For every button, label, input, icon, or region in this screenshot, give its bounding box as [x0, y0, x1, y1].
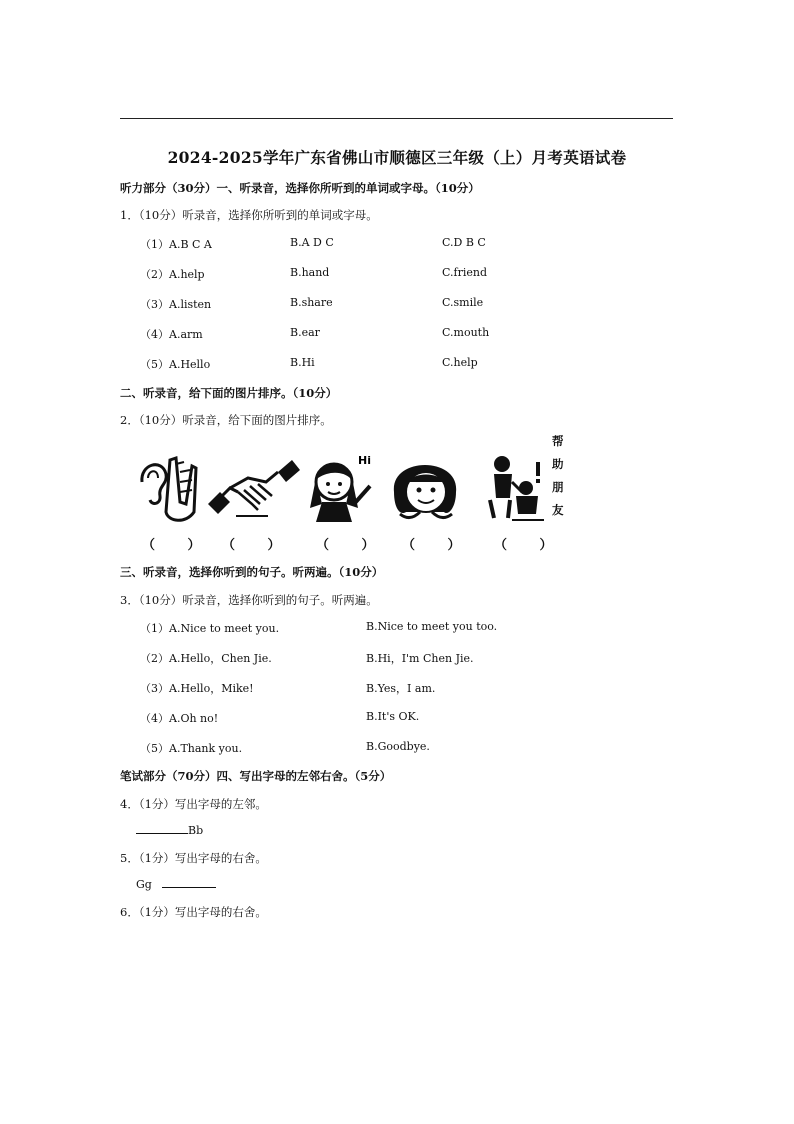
q3-row: [140, 710, 700, 726]
q1-row: [140, 296, 700, 312]
answer-blank[interactable]: [136, 823, 188, 834]
q3-row: [140, 740, 700, 756]
q1-row: [140, 326, 700, 342]
section3-header: 三、听录音，选择你听到的句子。听两遍。（10分）: [120, 565, 384, 579]
q3-option: B.Yes，I am.: [366, 682, 436, 695]
q1-option: B.A D C: [290, 236, 334, 249]
help-friend-vertical-text: [552, 430, 566, 522]
q1-option: C.friend: [442, 266, 488, 279]
q1-option: （5）A.Hello: [140, 358, 211, 371]
ear-hand-picture: [136, 452, 200, 524]
q1-row: [140, 356, 700, 372]
q5-letter: Gg: [136, 878, 152, 891]
q3-option: （4）A.Oh no!: [140, 712, 219, 725]
q2-stem: 2．（10分）听录音，给下面的图片排序。: [120, 413, 332, 427]
q1-option: B.share: [290, 296, 333, 309]
hi-label: Hi: [358, 454, 371, 467]
q6-stem: 6．（1分）写出字母的右舍。: [120, 905, 267, 919]
answer-paren: （ ）: [142, 538, 215, 553]
q4-stem: 4．（1分）写出字母的左邻。: [120, 797, 267, 811]
side-char: 帮: [552, 434, 564, 448]
answer-paren: （ ）: [316, 538, 389, 553]
q5-stem: 5．（1分）写出字母的右舍。: [120, 851, 267, 865]
q5-answer-line: [136, 877, 216, 891]
q1-row: [140, 266, 700, 282]
q1-option: B.hand: [290, 266, 330, 279]
side-char: 助: [552, 457, 564, 471]
q3-option: B.Goodbye.: [366, 740, 430, 753]
answer-paren: （ ）: [494, 538, 567, 553]
q4-letter: Bb: [188, 824, 204, 837]
q1-option: B.Hi: [290, 356, 315, 369]
girl-face-picture: [386, 452, 466, 526]
helping-friend-picture: [486, 452, 548, 524]
q1-option: B.ear: [290, 326, 320, 339]
answer-blank[interactable]: [162, 877, 216, 888]
section4-header: 笔试部分（70分）四、写出字母的左邻右舍。（5分）: [120, 769, 392, 783]
section2-header: 二、听录音，给下面的图片排序。（10分）: [120, 386, 338, 400]
q3-row: [140, 650, 700, 666]
q1-row: [140, 236, 700, 252]
q3-option: （1）A.Nice to meet you.: [140, 622, 280, 635]
q3-option: （3）A.Hello，Mike!: [140, 682, 254, 695]
side-char: 友: [552, 503, 564, 517]
q1-option: C.help: [442, 356, 478, 369]
q3-option: （5）A.Thank you.: [140, 742, 243, 755]
q1-option: C.smile: [442, 296, 484, 309]
q1-option: （3）A.listen: [140, 298, 212, 311]
q3-stem: 3．（10分）听录音，选择你听到的句子。听两遍。: [120, 593, 378, 607]
header-rule: [120, 118, 673, 119]
q4-answer-line: [136, 823, 203, 837]
q3-option: B.Hi，I'm Chen Jie.: [366, 652, 474, 665]
q3-row: [140, 620, 700, 636]
q1-option: （4）A.arm: [140, 328, 203, 341]
section1-header: 听力部分（30分）一、听录音，选择你所听到的单词或字母。（10分）: [120, 181, 480, 195]
answer-paren: （ ）: [222, 538, 295, 553]
q3-option: （2）A.Hello，Chen Jie.: [140, 652, 272, 665]
q1-option: （2）A.help: [140, 268, 205, 281]
page-title: 2024-2025学年广东省佛山市顺德区三年级（上）月考英语试卷: [167, 148, 627, 167]
answer-paren: （ ）: [402, 538, 475, 553]
handshake-picture: [208, 452, 302, 524]
q1-option: C.D B C: [442, 236, 486, 249]
q3-option: B.It's OK.: [366, 710, 420, 723]
q1-option: C.mouth: [442, 326, 490, 339]
q1-stem: 1．（10分）听录音，选择你所听到的单词或字母。: [120, 208, 378, 222]
side-char: 朋: [552, 480, 564, 494]
q3-option: B.Nice to meet you too.: [366, 620, 498, 633]
q1-option: （1）A.B C A: [140, 238, 212, 251]
q3-row: [140, 680, 700, 696]
girl-waving-picture: [308, 452, 380, 524]
